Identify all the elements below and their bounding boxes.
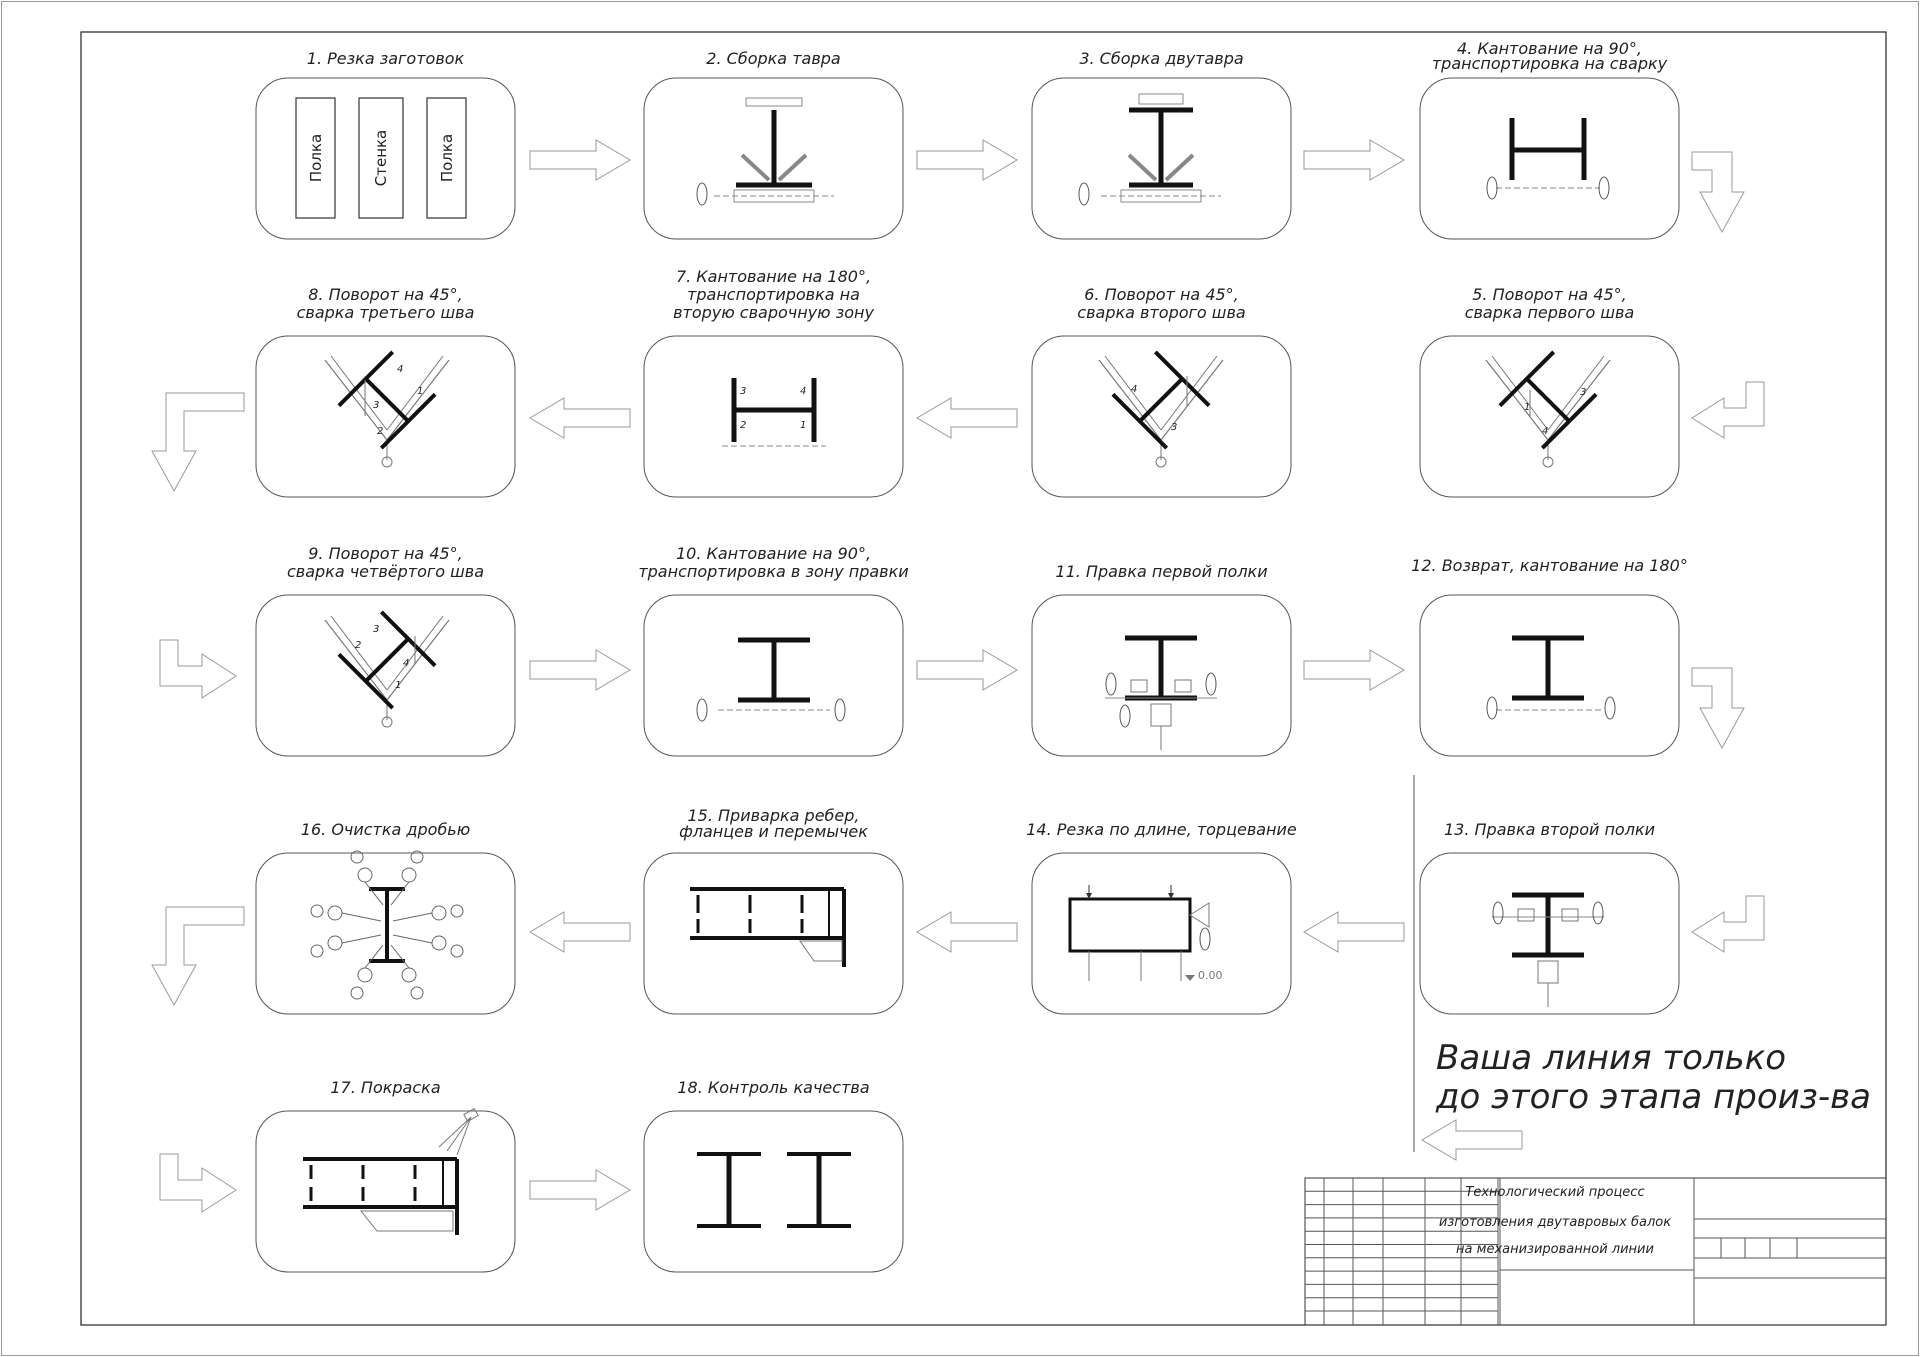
stage-5-title-line-2: сварка первого шва <box>1464 303 1635 322</box>
arrow-elbow-right <box>160 640 236 698</box>
stage-box-7 <box>644 336 903 497</box>
stage-18-quality-control <box>697 1154 851 1226</box>
stage-10-title-line-1: 10. Кантование на 90°, <box>675 544 872 563</box>
stage-14-title-line-1: 14. Резка по длине, торцевание <box>1026 820 1297 839</box>
arrow-right <box>530 650 630 690</box>
arrow-right <box>1304 140 1404 180</box>
arrow-right <box>530 140 630 180</box>
stage-2-tee <box>697 98 834 205</box>
stage-11-straighten <box>1105 638 1217 750</box>
weld-num-3e: 3 <box>373 624 380 635</box>
stage-5-weld-1 <box>1486 352 1610 467</box>
arrow-right <box>1304 650 1404 690</box>
stage-12-ibeam <box>1487 638 1615 719</box>
stage-6-title-line-2: сварка второго шва <box>1077 303 1246 322</box>
stage-box-15 <box>644 853 903 1014</box>
arrow-left <box>1304 912 1404 952</box>
arrow-elbow-down <box>1692 152 1744 232</box>
stage-4-title-line-1: 4. Кантование на 90°, <box>1457 39 1642 58</box>
arrow-left <box>917 912 1017 952</box>
weld-num-1e: 1 <box>395 680 402 691</box>
scope-note-line-2: до этого этапа произ-ва <box>1436 1077 1871 1117</box>
stage-box-17 <box>256 1111 515 1272</box>
weld-num-4d: 4 <box>397 364 404 375</box>
arrow-elbow-down-left <box>152 393 244 491</box>
title-block-line-2: изготовления двутавровых балок <box>1438 1215 1672 1230</box>
stage-17-title-line-1: 17. Покраска <box>330 1078 441 1097</box>
scope-note-line-1: Ваша линия только <box>1436 1038 1787 1078</box>
stage-6-weld-2 <box>1099 352 1223 467</box>
stage-1-title-line-1: 1. Резка заготовок <box>306 49 465 68</box>
stage-4-hbeam <box>1487 118 1609 199</box>
stage-15-title-line-1: 15. Приварка ребер, <box>687 806 860 825</box>
arrow-left <box>530 912 630 952</box>
weld-num-3b: 3 <box>1171 422 1178 433</box>
stage-9-weld-4 <box>325 612 449 727</box>
arrow-elbow-right <box>160 1154 236 1212</box>
stage-box-9 <box>256 595 515 756</box>
title-block-line-3: на механизированной линии <box>1456 1242 1654 1257</box>
stage-9-title-line-2: сварка четвёртого шва <box>286 562 485 581</box>
weld-num-1d: 1 <box>417 386 424 397</box>
stage-7-title-line-1: 7. Кантование на 180°, <box>675 267 872 286</box>
weld-num-3d: 3 <box>373 400 380 411</box>
stage-8-title-line-2: сварка третьего шва <box>296 303 475 322</box>
stage-17-painting <box>303 1109 478 1235</box>
stage-14-cutting <box>1070 885 1223 982</box>
stage-1-blanks <box>296 98 466 218</box>
weld-num-4e: 4 <box>403 658 410 669</box>
stage-13-title-line-1: 13. Правка второй полки <box>1443 820 1656 839</box>
stage-13-straighten <box>1492 895 1604 1007</box>
arrow-left <box>917 398 1017 438</box>
stage-8-title-line-1: 8. Поворот на 45°, <box>308 285 463 304</box>
arrow-elbow-left <box>1692 896 1764 952</box>
stage-7-title-line-2: транспортировка на <box>687 285 860 304</box>
blank-label-web: Стенка <box>372 129 390 187</box>
title-block <box>1305 1178 1886 1325</box>
stage-9-title-line-1: 9. Поворот на 45°, <box>308 544 463 563</box>
stage-3-ibeam <box>1079 94 1221 205</box>
stage-10-ibeam <box>697 640 845 721</box>
stage-15-welding-ribs <box>690 889 844 967</box>
weld-num-4: 4 <box>1542 426 1549 437</box>
weld-num-3: 3 <box>1580 387 1587 398</box>
stage-4-title-line-2: транспортировка на сварку <box>1431 54 1668 73</box>
stage-8-weld-3 <box>325 352 449 467</box>
stage-2-title-line-1: 2. Сборка тавра <box>706 49 841 68</box>
arrow-elbow-down-left <box>152 907 244 1005</box>
weld-num-3c: 3 <box>740 386 747 397</box>
weld-num-1c: 1 <box>800 420 807 431</box>
weld-num-2c: 2 <box>740 420 747 431</box>
stage-box-5 <box>1420 336 1679 497</box>
dimension-value: 0.00 <box>1198 969 1223 982</box>
arrow-left <box>530 398 630 438</box>
arrow-right <box>917 650 1017 690</box>
arrow-right <box>530 1170 630 1210</box>
stage-18-title-line-1: 18. Контроль качества <box>677 1078 870 1097</box>
weld-num-4b: 4 <box>1131 384 1138 395</box>
stage-5-title-line-1: 5. Поворот на 45°, <box>1472 285 1627 304</box>
stage-7-hbeam <box>722 378 826 446</box>
stage-7-title-line-3: вторую сварочную зону <box>673 303 874 322</box>
stage-16-title-line-1: 16. Очистка дробью <box>300 820 471 839</box>
blank-label-flange-left: Полка <box>307 133 325 183</box>
title-block-line-1: Технологический процесс <box>1465 1185 1645 1200</box>
arrow-elbow-down <box>1692 668 1744 748</box>
arrow-left <box>1422 1120 1522 1160</box>
stage-box-18 <box>644 1111 903 1272</box>
stage-titles <box>287 39 1688 1097</box>
arrow-right <box>917 140 1017 180</box>
weld-num-2d: 2 <box>377 426 384 437</box>
weld-num-1: 1 <box>1524 402 1531 413</box>
stage-15-title-line-2: фланцев и перемычек <box>679 822 868 841</box>
arrow-elbow-left <box>1692 382 1764 438</box>
stage-box-4 <box>1420 78 1679 239</box>
weld-num-4c: 4 <box>800 386 807 397</box>
stage-11-title-line-1: 11. Правка первой полки <box>1055 562 1268 581</box>
stage-12-title-line-1: 12. Возврат, кантование на 180° <box>1411 556 1688 575</box>
stage-16-shot-blasting <box>311 851 463 999</box>
stage-3-title-line-1: 3. Сборка двутавра <box>1079 49 1244 68</box>
blank-label-flange-right: Полка <box>438 133 456 183</box>
stage-10-title-line-2: транспортировка в зону правки <box>638 562 909 581</box>
stage-6-title-line-1: 6. Поворот на 45°, <box>1084 285 1239 304</box>
weld-num-2e: 2 <box>355 640 362 651</box>
